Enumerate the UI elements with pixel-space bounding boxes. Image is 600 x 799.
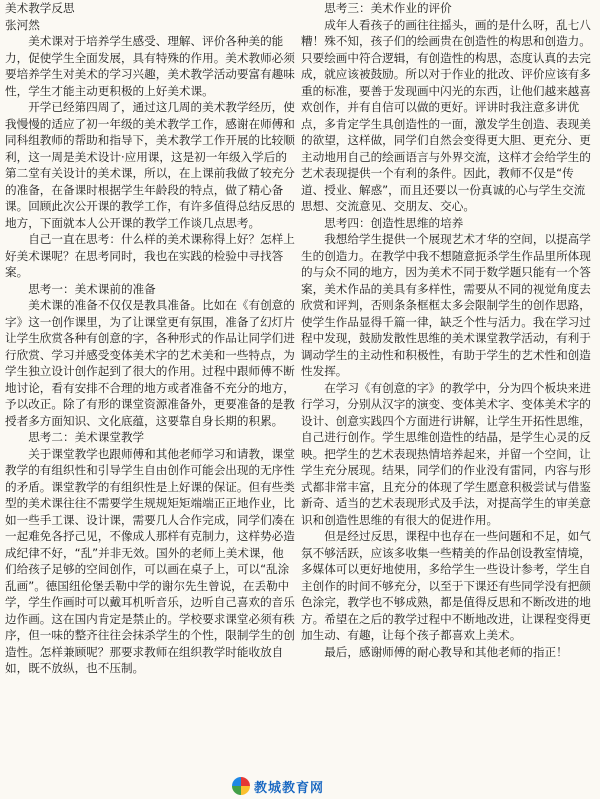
paragraph-evaluation: 成年人看孩子的画往往摇头，画的是什么呀，乱七八糟！殊不知，孩子们的绘画贵在创造性的构思和创造力。只要绘画中符合逻辑，有创造性的构思，态度认真的去完成，就应该被鼓励。所以对于作业的批改、评价应该有多重的标准，要善于发现画中闪光的东西，让他们越来越喜欢创作，并有自信可以做的更好。评讲时我注意多讲优点，多肯定学生具创造性的一面，激发学生创造、表现美的欲望，这样做，同学们自然会变得更大胆、更充分、更主动地用自己的绘画语言与外界交流，这样才会给学生的艺术表现提供一个有利的条件。因此，教师不仅是“传道、授业、解惑”，而且还要以一份真诚的心与学生交流思想、交流意见、交朋友、交心。 xyxy=(301,17,591,213)
document-title: 美术教学反思 xyxy=(5,1,75,15)
paragraph-intro: 美术课对于培养学生感受、理解、评价各种美的能力，促使学生全面发展，具有特殊的作用。美术教师必须要培养学生对美术的学习兴趣，美术教学活动要富有趣味性，学生才能主动更积极的上好美术课。 xyxy=(5,34,295,98)
paragraph-preparation: 美术课的准备不仅仅是教具准备。比如在《有创意的字》这一创作课里，为了让课堂更有氛围，准备了幻灯片让学生欣赏各种有创意的字，各种形式的作品让同学们进行欣赏、学习并感受变体美术字的艺术美和一些特点，为学生独立设计创作起到了很大的作用。过程中跟师傅不断地讨论，看有安排不合理的地方或者准备不充分的地方，予以改正。除了有形的课堂资源准备外，更要准备的是教授者多方面知识、文化底蕴，这要靠自身长期的积累。 xyxy=(5,298,295,428)
section-heading-creativity: 思考四：创造性思维的培养 xyxy=(324,215,464,230)
paragraph-background: 开学已经第四周了，通过这几周的美术教学经历，使我慢慢的适应了初一年级的美术教学工作，感谢在师傅和同科组教师的帮助和指导下，美术教学工作开展的比较顺利，这一周是美术设计·应用课，这是初一年级入学后的第二堂有关设计的美术课，所以，在上课前我做了较充分的准备，在备课时根据学生年龄段的特点，做了精心备课。回顾此次公开课的教学工作，有许多值得总结反思的地方，下面就本人公开课的教学工作谈几点思考。 xyxy=(5,100,295,230)
paragraph-question: 自己一直在思考：什么样的美术课称得上好？怎样上好美术课呢？在思考同时，我也在实践的检验中寻找答案。 xyxy=(5,232,295,279)
author-name: 张河然 xyxy=(5,17,40,32)
watermark-site-name: 教城教育网 xyxy=(254,780,325,796)
section-heading-classroom: 思考二：美术课堂教学 xyxy=(28,430,145,444)
site-watermark xyxy=(232,775,324,797)
paragraph-thanks: 最后，感谢师傅的耐心教导和其他老师的指正！ xyxy=(324,644,568,659)
colorful-circle-logo-icon xyxy=(232,777,250,795)
left-column xyxy=(5,0,295,799)
right-column xyxy=(301,0,593,799)
paragraph-shortcomings: 但是经过反思，课程中也存在一些问题和不足，如气氛不够活跃，应该多收集一些精美的作品创设教室情境，多媒体可以更好地使用，多给学生一些设计参考，学生自主创作的时间不够充分，以至于下课还有些同学没有把颜色涂完，教学也不够成熟，都是值得反思和不断改进的地方。希望在之后的教学过程中不断地改进，让课程变得更加生动、有趣，让每个孩子都喜欢上美术。 xyxy=(301,529,591,642)
section-heading-evaluation: 思考三：美术作业的评价 xyxy=(324,1,452,15)
section-heading-preparation: 思考一：美术课前的准备 xyxy=(28,281,156,296)
paragraph-lesson-structure: 在学习《有创意的字》的教学中，分为四个板块来进行学习，分别从汉字的演变、变体美术字、变体美术字的设计、创意实践四个方面进行讲解，让学生开拓性思维，自己进行创作。学生思维创造性的结晶，是学生心灵的反映。把学生的艺术表现热情培养起来，并留一个空间，让学生充分展现。结果，同学们的作业没有雷同，内容与形式都非常丰富，且充分的体现了学生愿意积极尝试与借鉴新奇、适当的艺术表现形式及手法，对提高学生的审美意识和创造性思维的有很大的促进作用。 xyxy=(301,380,591,527)
paragraph-creativity: 我想给学生提供一个展现艺术才华的空间，以提高学生的创造力。在教学中我不想随意扼杀学生作品里所体现的与众不同的地方，因为美术不同于数学题只能有一个答案，美术作品的美具有多样性，需要从不同的视觉角度去欣赏和评判，否则条条框框太多会限制学生的创作思路，使学生作品显得千篇一律，缺乏个性与活力。我在学习过程中发现，鼓励发散性思维的美术课堂教学活动，有利于调动学生的主动性和积极性，有助于学生的艺术性和创造性发挥。 xyxy=(301,232,591,378)
paragraph-classroom: 关于课堂教学也跟师傅和其他老师学习和请教，课堂教学的有组织性和引导学生自由创作可能会出现的无序性的矛盾。课堂教学的有组织性是上好课的保证。但有些类型的美术课往往不需要学生规规矩矩端端正正地作业，比如一些手工课、设计课，需要几人合作完成，同学们凑在一起难免各抒己见，不像成人那样有克制力，这样势必造成纪律不好，“乱”并非无效。国外的老师上美术课，他们给孩子足够的空间创作，可以画在桌子上，可以“乱涂乱画”。德国纽伦堡丢勒中学的谢尔先生曾说，在丢勒中学，学生作画时可以戴耳机听音乐，边听自己喜欢的音乐边作画。这在国内肯定是禁止的。学校要求课堂必须有秩序，但一味的整齐往往会抹杀学生的个性，限制学生的创造性。怎样兼顾呢？那要求教师在组织教学时能收放自如，既不放纵，也不压制。 xyxy=(5,446,295,675)
